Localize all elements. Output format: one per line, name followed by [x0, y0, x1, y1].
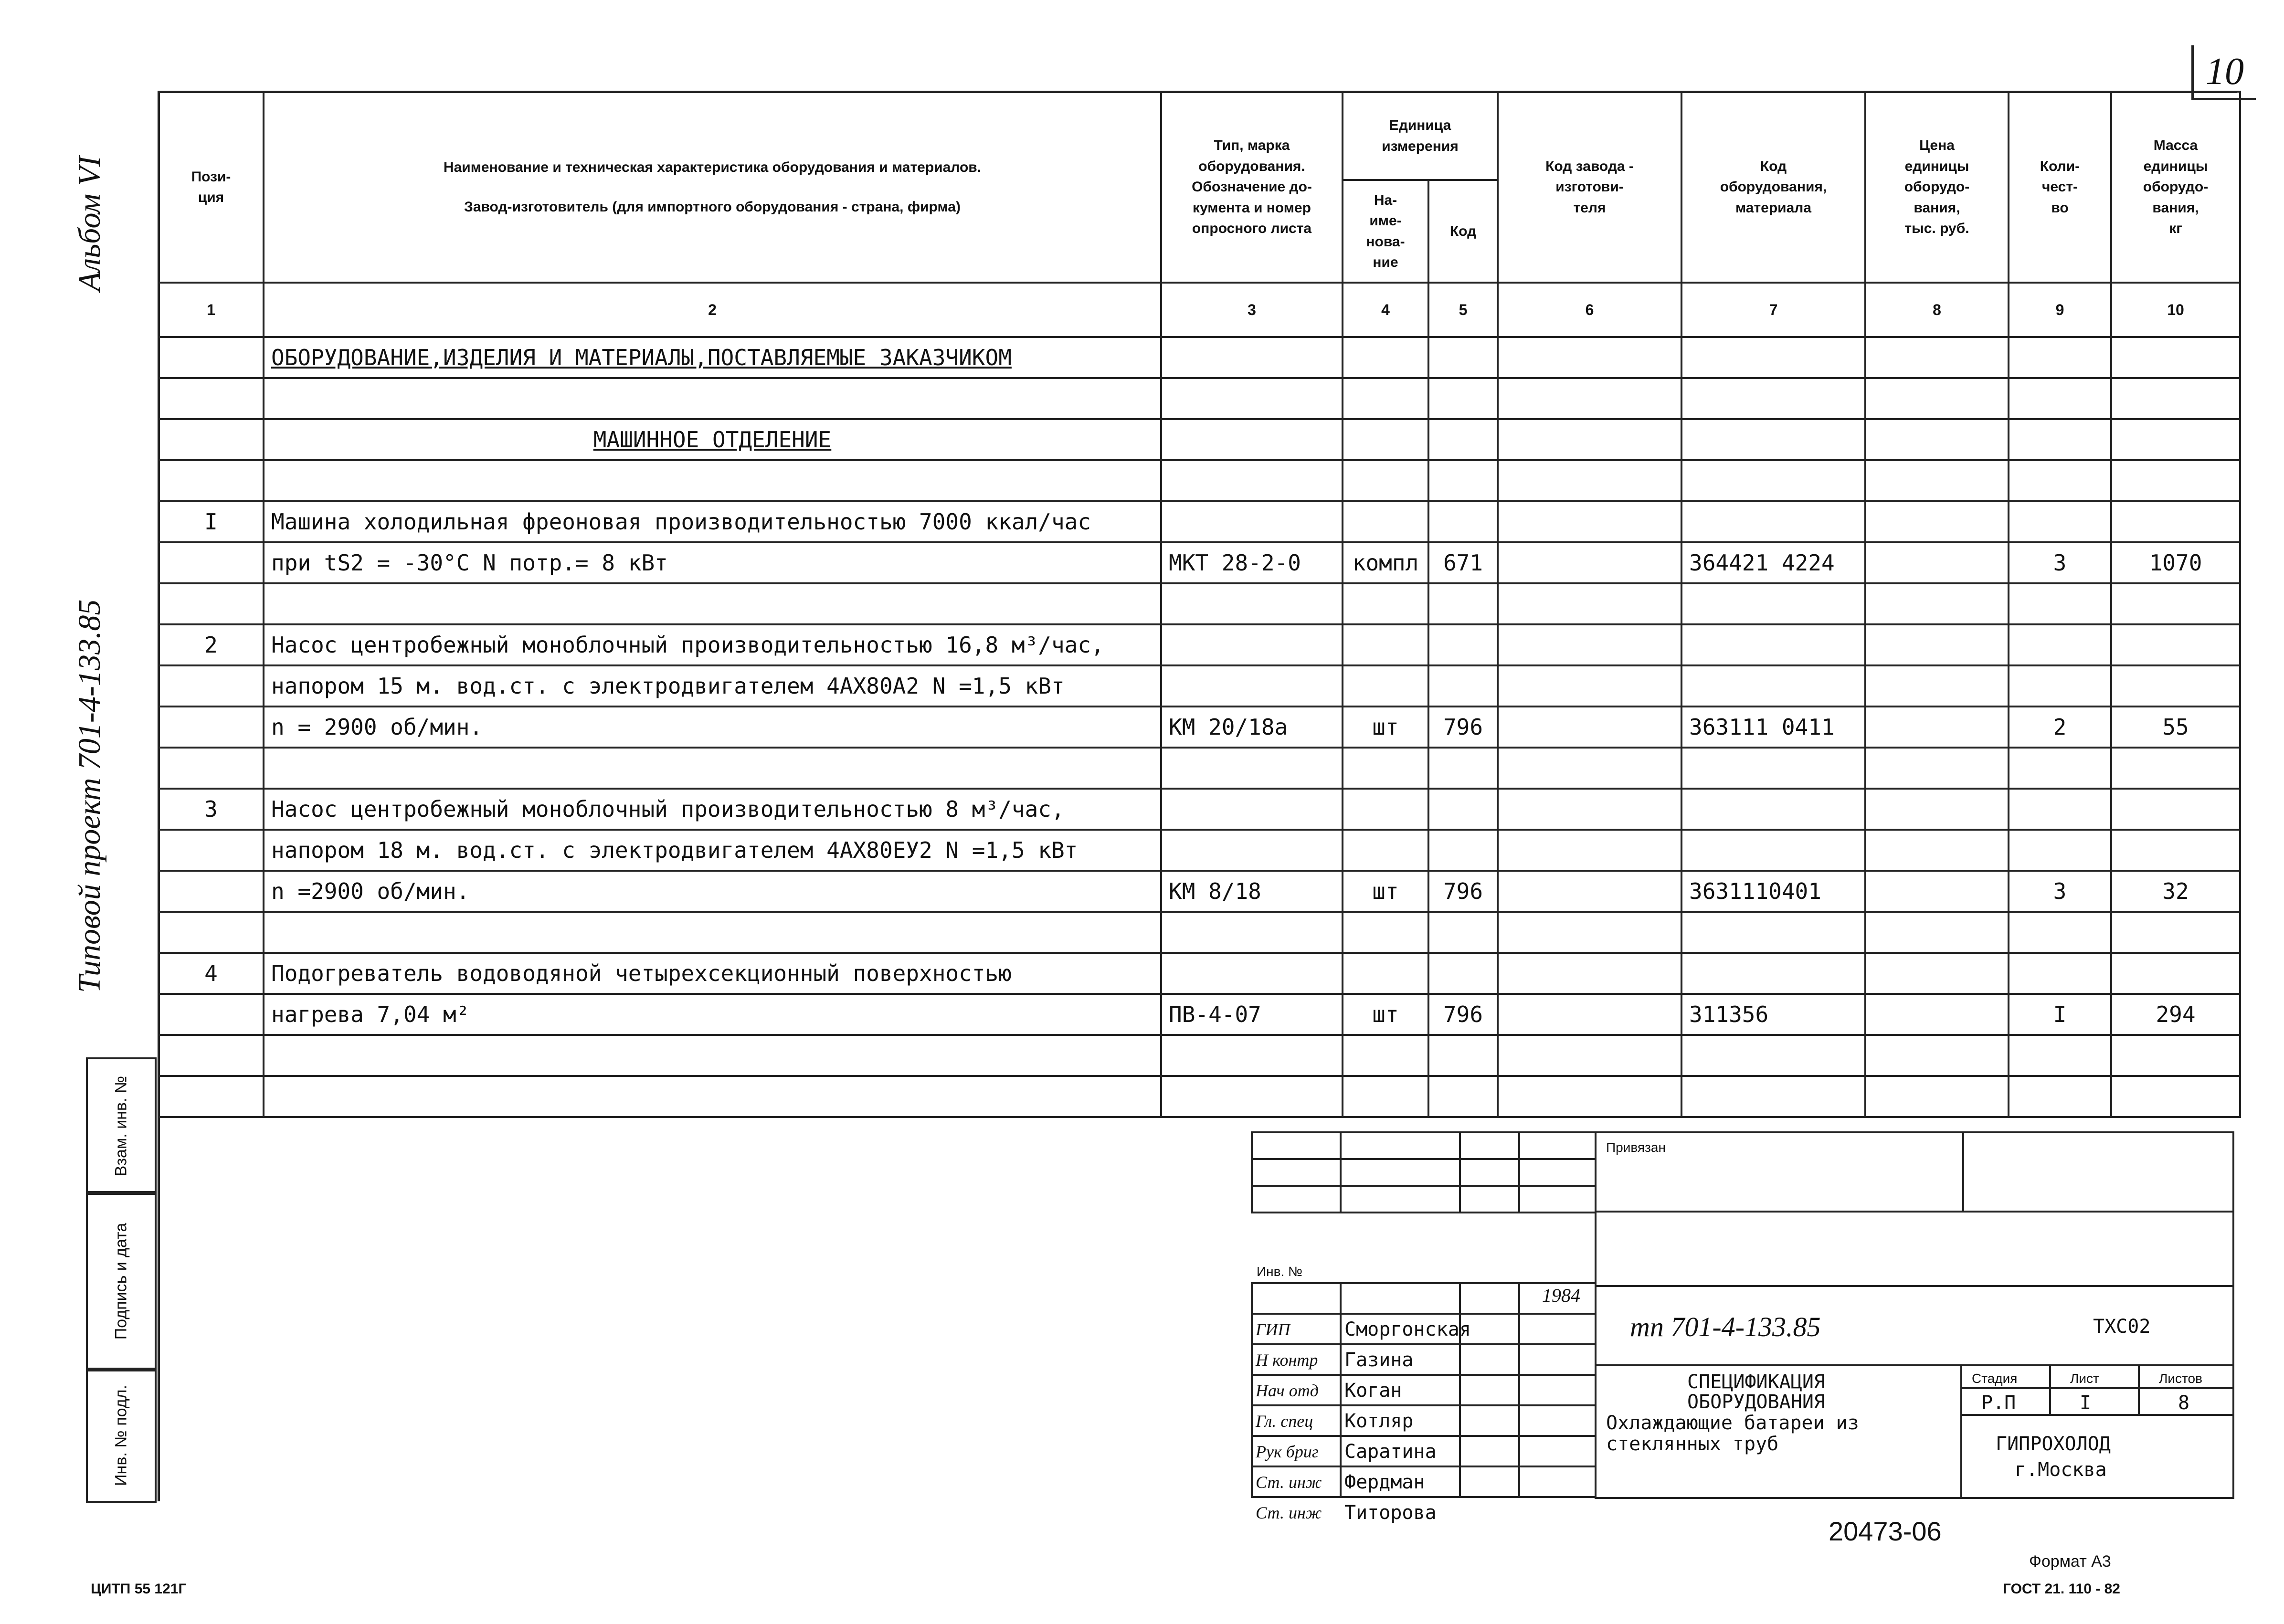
position-cell — [159, 748, 264, 789]
type-cell — [1161, 789, 1343, 830]
stamp-grid-cell — [1459, 1158, 1520, 1187]
price-cell — [1865, 665, 2009, 707]
type-cell: КМ 20/18а — [1161, 707, 1343, 748]
table-row — [159, 707, 2240, 748]
sheets-value-cell: 8 — [2138, 1387, 2234, 1416]
factory-code-cell — [1498, 665, 1681, 707]
side-box-signature-date: Подпись и дата — [86, 1191, 157, 1371]
quantity-cell — [2009, 748, 2111, 789]
gost-label: ГОСТ 21. 110 - 82 — [2003, 1581, 2120, 1597]
sheet-label-cell: Лист — [2049, 1364, 2140, 1389]
mass-cell — [2111, 748, 2240, 789]
equipment-code-cell — [1681, 583, 1865, 624]
name-cell: напором 15 м. вод.ст. с электродвигателем 4АХ80А2 N =1,5 кВт — [264, 665, 1161, 707]
position-cell — [159, 830, 264, 871]
name-cell: нагрева 7,04 м² — [264, 994, 1161, 1035]
price-cell — [1865, 419, 2009, 460]
table-row — [159, 871, 2240, 912]
position-cell — [159, 542, 264, 583]
mass-cell — [2111, 1035, 2240, 1076]
stamp-grid-cell — [1251, 1282, 1342, 1315]
mass-cell — [2111, 460, 2240, 501]
factory-code-cell — [1498, 337, 1681, 378]
title-block — [1251, 1131, 2234, 1524]
handwritten-number: 20473-06 — [1829, 1516, 1942, 1546]
sheet-value-cell: I — [2049, 1387, 2140, 1416]
quantity-cell — [2009, 830, 2111, 871]
header-type: Тип, марка оборудования. Обозначение до- кумента и номер опросного листа — [1161, 92, 1343, 283]
factory-code-cell — [1498, 748, 1681, 789]
unit-cell — [1343, 460, 1428, 501]
stamp-grid-cell — [1518, 1131, 1597, 1160]
year: 1984 — [1542, 1285, 1580, 1306]
stamp-grid-cell — [1459, 1185, 1520, 1213]
title-cell: СПЕЦИФИКАЦИЯ ОБОРУДОВАНИЯ Охлаждающие батареи из стеклянных труб — [1595, 1364, 1962, 1499]
unit-code-cell — [1428, 378, 1498, 419]
factory-code-cell — [1498, 419, 1681, 460]
table-row — [159, 748, 2240, 789]
name-cell — [264, 583, 1161, 624]
bound-cell-right — [1962, 1131, 2234, 1213]
mass-cell: 55 — [2111, 707, 2240, 748]
stamp-grid-cell — [1459, 1466, 1520, 1498]
equipment-code-cell — [1681, 419, 1865, 460]
table-body — [159, 337, 2240, 1117]
stamp-grid-cell — [1251, 1131, 1342, 1160]
type-cell — [1161, 748, 1343, 789]
stamp-grid-cell — [1518, 1185, 1597, 1213]
position-cell — [159, 994, 264, 1035]
unit-cell: шт — [1343, 871, 1428, 912]
stamp-grid-cell — [1340, 1185, 1461, 1213]
unit-cell: компл — [1343, 542, 1428, 583]
quantity-cell — [2009, 912, 2111, 953]
quantity-cell — [2009, 789, 2111, 830]
stamp-role: Нач отд — [1256, 1381, 1319, 1400]
type-cell — [1161, 624, 1343, 665]
mass-cell — [2111, 378, 2240, 419]
position-cell — [159, 707, 264, 748]
table-row — [159, 994, 2240, 1035]
factory-code-cell — [1498, 912, 1681, 953]
quantity-cell: I — [2009, 994, 2111, 1035]
stamp-grid-cell — [1518, 1466, 1597, 1498]
factory-code-cell — [1498, 830, 1681, 871]
position-cell — [159, 460, 264, 501]
position-cell — [159, 871, 264, 912]
stamp-name: Титорова — [1344, 1502, 1437, 1524]
price-cell — [1865, 994, 2009, 1035]
name-cell — [264, 378, 1161, 419]
doc-code-cell: тп 701-4-133.85 ТХС02 — [1595, 1285, 2234, 1366]
equipment-code-cell — [1681, 378, 1865, 419]
name-cell — [264, 912, 1161, 953]
specification-table — [158, 91, 2241, 1118]
mass-cell: 32 — [2111, 871, 2240, 912]
table-row — [159, 419, 2240, 460]
name-cell: n =2900 об/мин. — [264, 871, 1161, 912]
type-cell — [1161, 830, 1343, 871]
stamp-role: Ст. инж — [1256, 1473, 1322, 1492]
price-cell — [1865, 460, 2009, 501]
stamp-role: Гл. спец — [1256, 1412, 1313, 1431]
unit-cell — [1343, 748, 1428, 789]
header-quantity: Коли- чест- во — [2009, 92, 2111, 283]
stamp-grid-cell — [1518, 1404, 1597, 1437]
stamp-name: Саратина — [1344, 1441, 1437, 1463]
table-row — [159, 912, 2240, 953]
price-cell — [1865, 624, 2009, 665]
stamp-name: Котляр — [1344, 1410, 1414, 1432]
quantity-cell — [2009, 501, 2111, 542]
quantity-cell — [2009, 1035, 2111, 1076]
mass-cell: 294 — [2111, 994, 2240, 1035]
factory-code-cell — [1498, 378, 1681, 419]
header-unit: Единица измерения — [1343, 92, 1498, 180]
name-cell — [264, 748, 1161, 789]
name-cell — [264, 1035, 1161, 1076]
name-cell: Насос центробежный моноблочный производительностью 8 м³/час, — [264, 789, 1161, 830]
stamp-grid-cell — [1518, 1343, 1597, 1376]
name-cell: ОБОРУДОВАНИЕ,ИЗДЕЛИЯ И МАТЕРИАЛЫ,ПОСТАВЛЯЕМЫЕ ЗАКАЗЧИКОМ — [264, 337, 1161, 378]
unit-code-cell: 796 — [1428, 707, 1498, 748]
unit-cell — [1343, 378, 1428, 419]
price-cell — [1865, 871, 2009, 912]
equipment-code-cell — [1681, 830, 1865, 871]
position-cell — [159, 378, 264, 419]
position-cell — [159, 1035, 264, 1076]
unit-code-cell — [1428, 624, 1498, 665]
price-cell — [1865, 337, 2009, 378]
table-row — [159, 337, 2240, 378]
quantity-cell — [2009, 583, 2111, 624]
mass-cell — [2111, 912, 2240, 953]
factory-code-cell — [1498, 953, 1681, 994]
stamp-name: Газина — [1344, 1349, 1414, 1371]
stamp-top-line — [1251, 1131, 1628, 1132]
name-cell — [264, 460, 1161, 501]
price-cell — [1865, 707, 2009, 748]
quantity-cell — [2009, 624, 2111, 665]
quantity-cell — [2009, 419, 2111, 460]
org-cell: ГИПРОХОЛОД г.Москва — [1960, 1414, 2234, 1499]
unit-code-cell — [1428, 1035, 1498, 1076]
unit-code-cell — [1428, 460, 1498, 501]
header-mass: Масса единицы оборудо- вания, кг — [2111, 92, 2240, 283]
unit-cell — [1343, 624, 1428, 665]
unit-code-cell — [1428, 953, 1498, 994]
stamp-grid-cell — [1459, 1131, 1520, 1160]
position-cell: 2 — [159, 624, 264, 665]
side-box-original-inv: Инв. № подл. — [86, 1368, 157, 1503]
name-cell — [264, 1076, 1161, 1117]
mass-cell — [2111, 624, 2240, 665]
name-cell: напором 18 м. вод.ст. с электродвигателем 4АХ80ЕУ2 N =1,5 кВт — [264, 830, 1161, 871]
header-unit-code: Код — [1428, 180, 1498, 283]
position-cell: I — [159, 501, 264, 542]
quantity-cell — [2009, 337, 2111, 378]
unit-code-cell — [1428, 789, 1498, 830]
name-cell: Насос центробежный моноблочный производительностью 16,8 м³/час, — [264, 624, 1161, 665]
stamp-name: Фердман — [1344, 1471, 1425, 1493]
type-cell — [1161, 912, 1343, 953]
empty-cell — [1595, 1211, 2234, 1287]
unit-cell — [1343, 953, 1428, 994]
unit-code-cell — [1428, 419, 1498, 460]
album-label: Альбом VI — [72, 156, 107, 291]
position-cell — [159, 665, 264, 707]
stamp-role: Ст. инж — [1256, 1503, 1322, 1522]
type-cell — [1161, 665, 1343, 707]
type-cell — [1161, 583, 1343, 624]
quantity-cell — [2009, 1076, 2111, 1117]
header-unit-name: На- име- нова- ние — [1343, 180, 1428, 283]
quantity-cell: 2 — [2009, 707, 2111, 748]
unit-cell — [1343, 789, 1428, 830]
quantity-cell — [2009, 953, 2111, 994]
price-cell — [1865, 1035, 2009, 1076]
unit-code-cell — [1428, 912, 1498, 953]
unit-cell — [1343, 337, 1428, 378]
equipment-code-cell — [1681, 748, 1865, 789]
unit-code-cell — [1428, 830, 1498, 871]
name-cell: n = 2900 об/мин. — [264, 707, 1161, 748]
table-row — [159, 583, 2240, 624]
unit-cell — [1343, 1035, 1428, 1076]
column-number-row: 1 2 3 4 5 6 7 8 9 10 — [159, 283, 2240, 337]
header-row — [159, 92, 2240, 180]
unit-code-cell — [1428, 337, 1498, 378]
unit-cell — [1343, 583, 1428, 624]
mass-cell — [2111, 953, 2240, 994]
type-cell — [1161, 460, 1343, 501]
name-cell: Подогреватель водоводяной четырехсекционный поверхностью — [264, 953, 1161, 994]
mass-cell — [2111, 419, 2240, 460]
type-cell — [1161, 378, 1343, 419]
unit-cell — [1343, 912, 1428, 953]
type-cell — [1161, 1076, 1343, 1117]
sheet-number: 10 — [2191, 45, 2256, 100]
table-row — [159, 953, 2240, 994]
equipment-code-cell: 3631110401 — [1681, 871, 1865, 912]
table-row — [159, 378, 2240, 419]
factory-code-cell — [1498, 1076, 1681, 1117]
table-row — [159, 830, 2240, 871]
format-label: Формат А3 — [2029, 1552, 2111, 1571]
header-position: Пози- ция — [159, 92, 264, 283]
factory-code-cell — [1498, 707, 1681, 748]
footer-left: ЦИТП 55 121Г — [91, 1581, 187, 1597]
quantity-cell: 3 — [2009, 871, 2111, 912]
mass-cell: 1070 — [2111, 542, 2240, 583]
header-name: Наименование и техническая характеристика оборудования и материалов. Завод-изготовитель (для импортного оборудования - страна, фирма) — [264, 92, 1161, 283]
stamp-grid-cell — [1340, 1158, 1461, 1187]
equipment-code-cell — [1681, 665, 1865, 707]
type-cell — [1161, 337, 1343, 378]
equipment-code-cell: 311356 — [1681, 994, 1865, 1035]
factory-code-cell — [1498, 501, 1681, 542]
stamp-grid-cell — [1251, 1185, 1342, 1213]
factory-code-cell — [1498, 624, 1681, 665]
unit-code-cell — [1428, 748, 1498, 789]
price-cell — [1865, 583, 2009, 624]
factory-code-cell — [1498, 583, 1681, 624]
factory-code-cell — [1498, 460, 1681, 501]
unit-code-cell: 796 — [1428, 994, 1498, 1035]
position-cell — [159, 419, 264, 460]
mass-cell — [2111, 830, 2240, 871]
unit-cell — [1343, 501, 1428, 542]
equipment-code-cell — [1681, 337, 1865, 378]
table-row — [159, 1035, 2240, 1076]
name-cell: МАШИННОЕ ОТДЕЛЕНИЕ — [264, 419, 1161, 460]
stamp-role: ГИП — [1256, 1320, 1290, 1339]
unit-cell — [1343, 830, 1428, 871]
table-row — [159, 542, 2240, 583]
factory-code-cell — [1498, 1035, 1681, 1076]
price-cell — [1865, 912, 2009, 953]
name-cell: при tS2 = -30°C N потр.= 8 кВт — [264, 542, 1161, 583]
inv-label: Инв. № — [1257, 1264, 1303, 1279]
table-row — [159, 665, 2240, 707]
position-cell — [159, 337, 264, 378]
factory-code-cell — [1498, 871, 1681, 912]
equipment-code-cell — [1681, 789, 1865, 830]
unit-code-cell — [1428, 1076, 1498, 1117]
price-cell — [1865, 501, 2009, 542]
stamp-grid-cell — [1340, 1282, 1461, 1315]
stamp-grid-cell — [1518, 1435, 1597, 1467]
unit-code-cell: 796 — [1428, 871, 1498, 912]
mass-cell — [2111, 789, 2240, 830]
unit-cell — [1343, 1076, 1428, 1117]
type-cell — [1161, 501, 1343, 542]
quantity-cell — [2009, 460, 2111, 501]
table-row — [159, 1076, 2240, 1117]
stamp-grid-cell — [1518, 1374, 1597, 1406]
stamp-role: Рук бриг — [1256, 1442, 1319, 1461]
position-cell — [159, 1076, 264, 1117]
unit-cell: шт — [1343, 707, 1428, 748]
equipment-code-cell — [1681, 460, 1865, 501]
stamp-name: Коган — [1344, 1380, 1402, 1402]
side-box-replaced-inv: Взам. инв. № — [86, 1057, 157, 1195]
equipment-code-cell — [1681, 912, 1865, 953]
stamp-grid-cell — [1459, 1282, 1520, 1315]
header-factory-code: Код завода - изготови- теля — [1498, 92, 1681, 283]
type-cell: ПВ-4-07 — [1161, 994, 1343, 1035]
factory-code-cell — [1498, 994, 1681, 1035]
table-row — [159, 624, 2240, 665]
equipment-code-cell — [1681, 1076, 1865, 1117]
stamp-grid-cell — [1518, 1158, 1597, 1187]
factory-code-cell — [1498, 542, 1681, 583]
price-cell — [1865, 542, 2009, 583]
unit-cell — [1343, 419, 1428, 460]
project-label: Типовой проект 701-4-133.85 — [72, 599, 107, 993]
quantity-cell: 3 — [2009, 542, 2111, 583]
unit-cell — [1343, 665, 1428, 707]
position-cell — [159, 583, 264, 624]
header-price: Цена единицы оборудо- вания, тыс. руб. — [1865, 92, 2009, 283]
stamp-grid-cell — [1459, 1374, 1520, 1406]
stamp-grid-cell — [1251, 1158, 1342, 1187]
price-cell — [1865, 748, 2009, 789]
unit-code-cell — [1428, 583, 1498, 624]
equipment-code-cell — [1681, 501, 1865, 542]
type-cell: КМ 8/18 — [1161, 871, 1343, 912]
type-cell: МКТ 28-2-0 — [1161, 542, 1343, 583]
unit-cell: шт — [1343, 994, 1428, 1035]
stamp-grid-cell — [1340, 1131, 1461, 1160]
table-row — [159, 460, 2240, 501]
name-cell: Машина холодильная фреоновая производительностью 7000 ккал/час — [264, 501, 1161, 542]
stamp-grid-cell — [1518, 1313, 1597, 1345]
stage-label-cell: Стадия — [1960, 1364, 2051, 1389]
stamp-grid-cell — [1459, 1343, 1520, 1376]
equipment-code-cell — [1681, 1035, 1865, 1076]
price-cell — [1865, 378, 2009, 419]
price-cell — [1865, 953, 2009, 994]
stage-value-cell: Р.П — [1960, 1387, 2051, 1416]
factory-code-cell — [1498, 789, 1681, 830]
unit-code-cell: 671 — [1428, 542, 1498, 583]
mass-cell — [2111, 501, 2240, 542]
mass-cell — [2111, 337, 2240, 378]
equipment-code-cell — [1681, 953, 1865, 994]
unit-code-cell — [1428, 665, 1498, 707]
position-cell — [159, 912, 264, 953]
stamp-name: Сморгонская — [1344, 1318, 1471, 1340]
table-row — [159, 789, 2240, 830]
mass-cell — [2111, 1076, 2240, 1117]
type-cell — [1161, 1035, 1343, 1076]
bound-cell: Привязан — [1595, 1131, 2234, 1213]
price-cell — [1865, 1076, 2009, 1117]
price-cell — [1865, 830, 2009, 871]
mass-cell — [2111, 665, 2240, 707]
position-cell: 4 — [159, 953, 264, 994]
stamp-role: Н контр — [1256, 1350, 1318, 1370]
equipment-code-cell: 363111 0411 — [1681, 707, 1865, 748]
table-row — [159, 501, 2240, 542]
sheets-label-cell: Листов — [2138, 1364, 2234, 1389]
type-cell — [1161, 419, 1343, 460]
stamp-grid-cell — [1459, 1404, 1520, 1437]
quantity-cell — [2009, 665, 2111, 707]
mass-cell — [2111, 583, 2240, 624]
unit-code-cell — [1428, 501, 1498, 542]
quantity-cell — [2009, 378, 2111, 419]
header-equipment-code: Код оборудования, материала — [1681, 92, 1865, 283]
equipment-code-cell — [1681, 624, 1865, 665]
stamp-grid-cell — [1459, 1435, 1520, 1467]
type-cell — [1161, 953, 1343, 994]
position-cell: 3 — [159, 789, 264, 830]
price-cell — [1865, 789, 2009, 830]
equipment-code-cell: 364421 4224 — [1681, 542, 1865, 583]
